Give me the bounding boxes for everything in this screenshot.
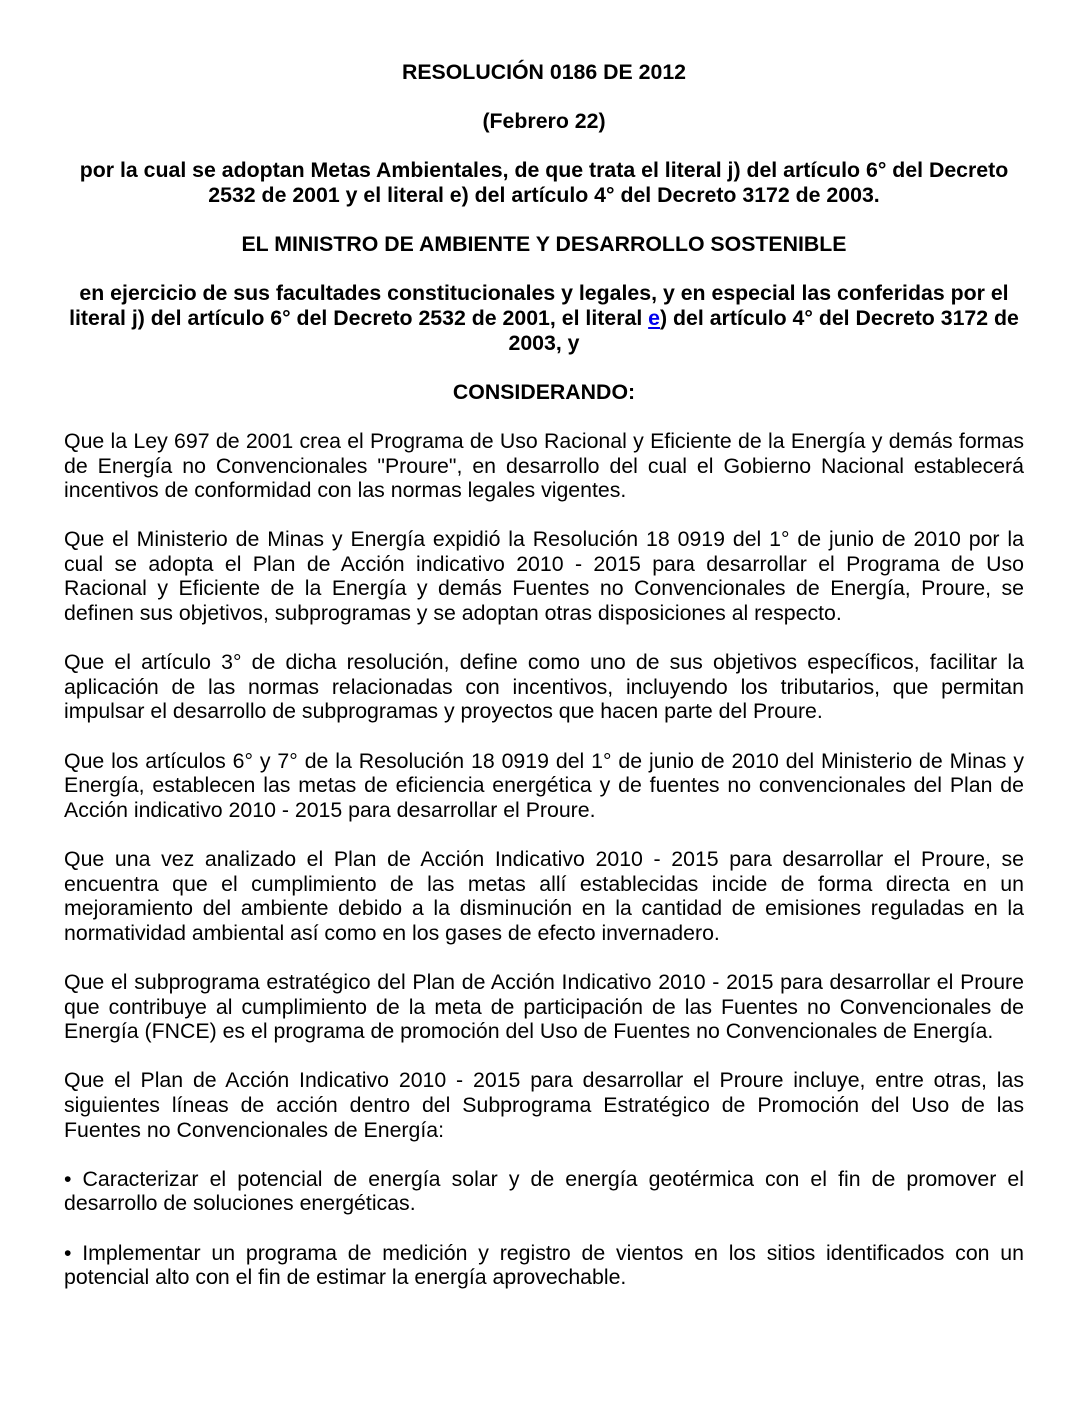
bullet-item-2: • Implementar un programa de medición y registro de vientos en los sitios identificados con un potencial alto con el fin de estimar la energía aprovechable. bbox=[64, 1240, 1024, 1290]
date-line: (Febrero 22) bbox=[482, 109, 606, 134]
document-title: RESOLUCIÓN 0186 DE 2012 bbox=[401, 60, 687, 84]
considerando-paragraph-1: Que la Ley 697 de 2001 crea el Programa de Uso Racional y Eficiente de la Energía y demás formas de Energía no Convencionales "Proure", en desarrollo del cual el Gobierno Nacional establecerá incentivos de conformidad con las normas legales vigentes. bbox=[64, 428, 1024, 503]
considerando-paragraph-4: Que los artículos 6° y 7° de la Resolución 18 0919 del 1° de junio de 2010 del Ministerio de Minas y Energía, establecen las metas de eficiencia energética y de fuentes no convencionales del Plan de Acción indicativo 2010 - 2015 para desarrollar el Proure. bbox=[64, 748, 1024, 822]
preamble-heading bbox=[64, 281, 1024, 355]
bullet-item-1: • Caracterizar el potencial de energía solar y de energía geotérmica con el fin de promover el desarrollo de soluciones energéticas. bbox=[64, 1166, 1024, 1216]
considerando-paragraph-7: Que el Plan de Acción Indicativo 2010 - 2015 para desarrollar el Proure incluye, entre otras, las siguientes líneas de acción dentro del Subprograma Estratégico de Promoción del Uso de las Fuentes no Convencionales de Energía: bbox=[64, 1068, 1024, 1142]
considerando-paragraph-6: Que el subprograma estratégico del Plan de Acción Indicativo 2010 - 2015 para desarrollar el Proure que contribuye al cumplimiento de la meta de participación de las Fuentes no Convencionales de Energía (FNCE) es el programa de promoción del Uso de Fuentes no Convencionales de Energía. bbox=[64, 969, 1024, 1044]
considerando-paragraph-3: Que el artículo 3° de dicha resolución, define como uno de sus objetivos específicos, facilitar la aplicación de las normas relacionadas con incentivos, incluyendo los tributarios, que permitan impulsar el desarrollo de subprogramas y proyectos que hacen parte del Proure. bbox=[64, 650, 1024, 724]
preamble-text-before: en ejercicio de sus facultades constitucionales y legales, y en especial las conferidas por el literal j) del artículo 6° del Decreto 2532 de 2001, el literal bbox=[69, 281, 1009, 330]
authority-heading: EL MINISTRO DE AMBIENTE Y DESARROLLO SOSTENIBLE bbox=[241, 232, 847, 257]
considering-heading: CONSIDERANDO: bbox=[452, 379, 636, 404]
preamble-text-after: ) del artículo 4° del Decreto 3172 de 2003, y bbox=[508, 305, 1019, 355]
literal-e-link[interactable]: e bbox=[648, 305, 661, 330]
subject-heading: por la cual se adoptan Metas Ambientales, de que trata el literal j) del artículo 6° del Decreto 2532 de 2001 y el literal e) del artículo 4° del Decreto 3172 de 2003. bbox=[79, 158, 1009, 207]
considerando-paragraph-5: Que una vez analizado el Plan de Acción Indicativo 2010 - 2015 para desarrollar el Proure, se encuentra que el cumplimiento de las metas allí establecidas incide de forma directa en un mejoramiento del ambiente debido a la disminución en la cantidad de emisiones reguladas en la normatividad ambiental así como en los gases de efecto invernadero. bbox=[64, 847, 1024, 945]
considerando-paragraph-2: Que el Ministerio de Minas y Energía expidió la Resolución 18 0919 del 1° de junio de 2010 por la cual se adopta el Plan de Acción indicativo 2010 - 2015 para desarrollar el Programa de Uso Racional y Eficiente de la Energía y demás Fuentes no Convencionales de Energía, Proure, se definen sus objetivos, subprogramas y se adoptan otras disposiciones al respecto. bbox=[64, 527, 1024, 626]
